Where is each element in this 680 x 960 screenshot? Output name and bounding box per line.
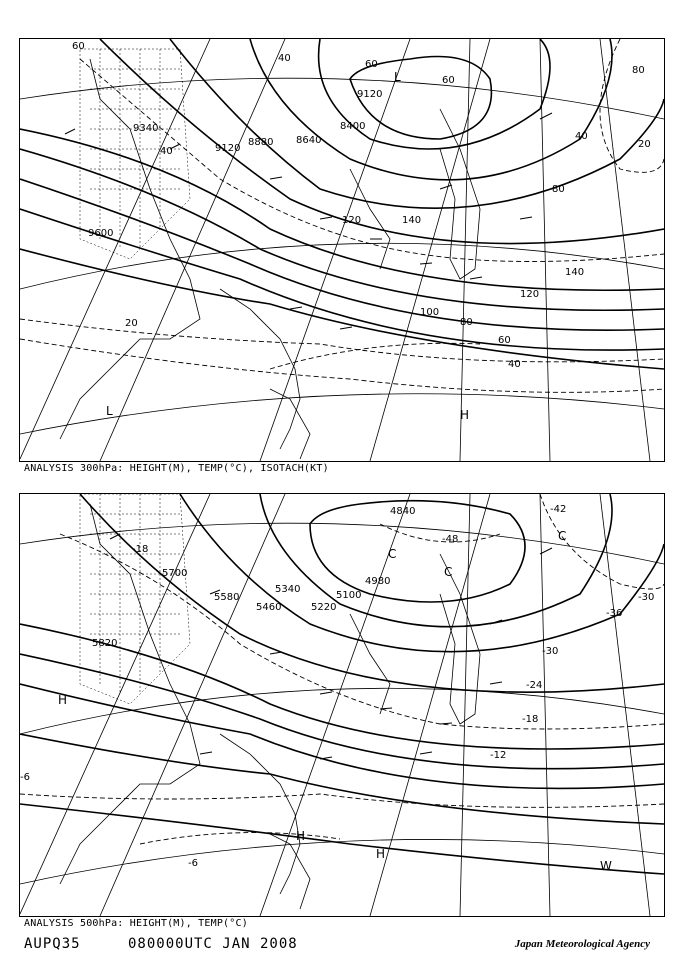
chart-500hpa xyxy=(19,493,665,917)
coastlines xyxy=(60,504,480,909)
height-label: 9120 xyxy=(357,89,383,100)
warm-center: W xyxy=(600,859,612,873)
height-label: 5820 xyxy=(92,638,118,649)
isotach-label: 100 xyxy=(420,307,440,318)
height-contours xyxy=(20,39,664,369)
height-label: 8400 xyxy=(340,121,366,132)
height-label: 4840 xyxy=(390,506,416,517)
isotherm-label: -6 xyxy=(20,772,30,783)
isotherm-label: -48 xyxy=(442,534,459,545)
low-pressure-center: L xyxy=(394,70,401,84)
isotach-label: 60 xyxy=(72,41,85,52)
chart-500hpa-caption: ANALYSIS 500hPa: HEIGHT(M), TEMP(°C) xyxy=(24,918,248,929)
height-label: 8880 xyxy=(248,137,274,148)
isotach-label: 120 xyxy=(520,289,540,300)
isotherm-label: -30 xyxy=(638,592,655,603)
isotherm-label: -6 xyxy=(188,858,198,869)
isotach-label: 40 xyxy=(508,359,521,370)
isotach-label: 80 xyxy=(632,65,645,76)
isotach-label: 60 xyxy=(365,59,378,70)
height-label: 4980 xyxy=(365,576,391,587)
height-label: 5220 xyxy=(311,602,337,613)
height-label: 5580 xyxy=(214,592,240,603)
height-contours xyxy=(20,494,664,874)
isotherm-label: -24 xyxy=(526,680,543,691)
isotach-label: 60 xyxy=(498,335,511,346)
valid-time: 080000UTC JAN 2008 xyxy=(128,936,298,952)
cold-center: C xyxy=(558,529,567,543)
isotherm-label: -18 xyxy=(132,544,149,555)
high-pressure-center: H xyxy=(376,847,386,861)
graticule xyxy=(20,494,664,916)
isotherms xyxy=(20,494,664,844)
high-pressure-center: H xyxy=(460,408,470,422)
cold-center: C xyxy=(388,547,397,561)
isotach-label: 140 xyxy=(402,215,422,226)
chart-300hpa xyxy=(19,38,665,462)
product-code: AUPQ35 xyxy=(24,936,81,952)
graticule xyxy=(20,39,664,461)
isotherm-label: -36 xyxy=(606,608,623,619)
isotherm-label: -42 xyxy=(550,504,567,515)
height-label: 9340 xyxy=(133,123,159,134)
height-label: 5700 xyxy=(162,568,188,579)
height-label: 5340 xyxy=(275,584,301,595)
isotach-label: 20 xyxy=(638,139,651,150)
terrain-hatch xyxy=(80,494,190,704)
chart-500hpa-map xyxy=(20,494,664,916)
agency-name: Japan Meteorological Agency xyxy=(514,938,650,950)
isotherm-label: -18 xyxy=(522,714,539,725)
isotach-label: 140 xyxy=(565,267,585,278)
chart-300hpa-caption: ANALYSIS 300hPa: HEIGHT(M), TEMP(°C), ISOTACH(KT) xyxy=(24,463,329,474)
isotach-label: 40 xyxy=(278,53,291,64)
isotach-label: 80 xyxy=(552,184,565,195)
chart-300hpa-map xyxy=(20,39,664,461)
isotach-label: 60 xyxy=(442,75,455,86)
high-pressure-center: H xyxy=(58,693,68,707)
isotach-label: 80 xyxy=(460,317,473,328)
isotherm-label: -12 xyxy=(490,750,507,761)
isotach-label: 40 xyxy=(160,146,173,157)
low-pressure-center: L xyxy=(106,404,113,418)
isotach-label: 20 xyxy=(125,318,138,329)
cold-center: C xyxy=(444,565,453,579)
high-pressure-center: H xyxy=(296,829,306,843)
height-label: 8640 xyxy=(296,135,322,146)
height-label: 9600 xyxy=(88,228,114,239)
isotach-label: 40 xyxy=(575,131,588,142)
height-label: 5460 xyxy=(256,602,282,613)
isotach-label: 120 xyxy=(342,215,362,226)
height-label: 5100 xyxy=(336,590,362,601)
isotherm-label: -30 xyxy=(542,646,559,657)
height-label: 9120 xyxy=(215,143,241,154)
